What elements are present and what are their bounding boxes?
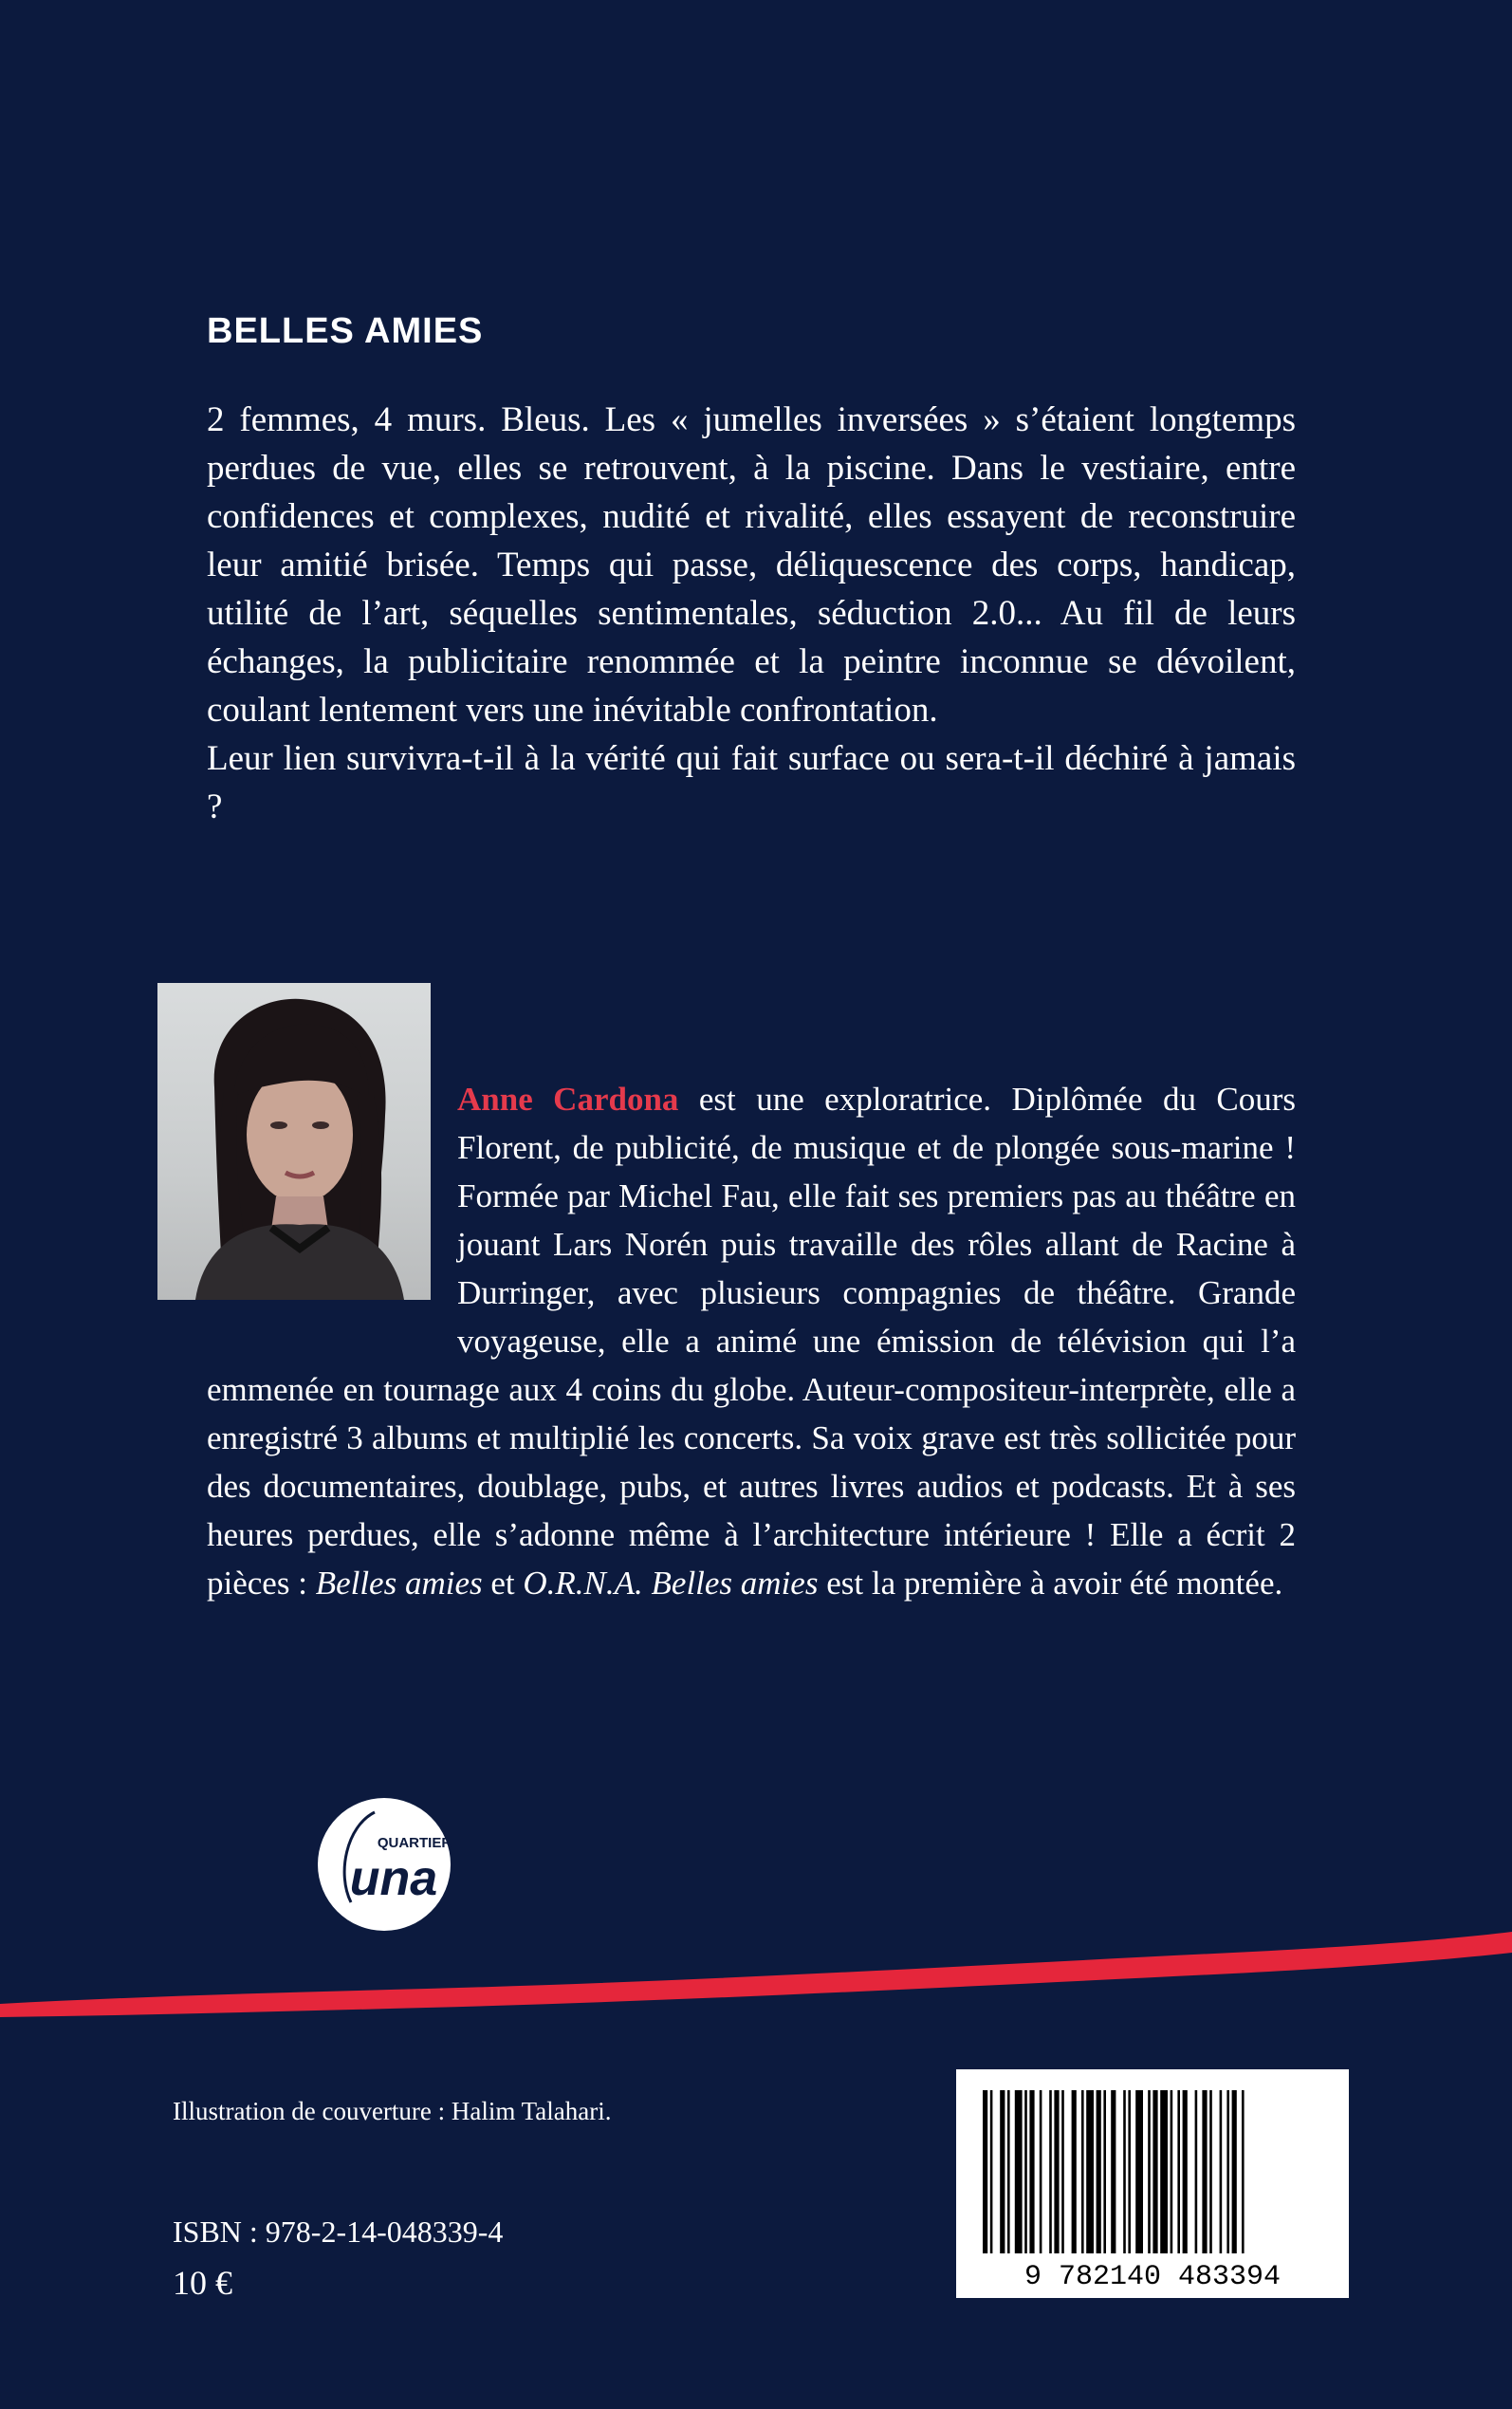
synopsis-paragraph: 2 femmes, 4 murs. Bleus. Les « jumelles inversées » s’étaient longtemps perdues de vue, elles se retrouvent, à la piscine. Dans le vestiaire, entre confidences et complexes, nudité et rivalité, elles essayent de reconstruire leur amitié brisée. Temps qui passe, déliquescence des corps, handicap, utilité de l’art, séquelles sentimentales, séduction 2.0... Au fil de leurs échanges, la publicitaire renommée et la peintre inconnue se dévoilent, coulant lentement vers une inévitable confrontation. bbox=[207, 400, 1296, 730]
barcode-bar bbox=[1049, 2090, 1052, 2253]
barcode-bar bbox=[1054, 2090, 1059, 2253]
book-title: BELLES AMIES bbox=[207, 311, 484, 351]
barcode-bar bbox=[1226, 2090, 1229, 2253]
barcode-bar bbox=[1081, 2090, 1084, 2253]
logo-small-text: QUARTIER bbox=[377, 1835, 452, 1851]
barcode-bar bbox=[1148, 2090, 1151, 2253]
bio-text: et bbox=[482, 1565, 524, 1602]
logo-brand-text: una bbox=[349, 1851, 438, 1906]
barcode-bar bbox=[1040, 2090, 1042, 2253]
barcode-bar bbox=[1242, 2090, 1245, 2253]
barcode-bar bbox=[1232, 2090, 1237, 2253]
barcode-bar bbox=[983, 2090, 987, 2253]
barcode-bars bbox=[983, 2090, 1245, 2253]
author-name: Anne Cardona bbox=[457, 1081, 679, 1118]
author-bio bbox=[207, 1075, 1296, 1607]
barcode-bar bbox=[1202, 2090, 1207, 2253]
barcode-bar bbox=[1183, 2090, 1188, 2253]
work-title: O.R.N.A. bbox=[523, 1565, 643, 1602]
barcode-bar bbox=[1086, 2090, 1094, 2253]
barcode-bar bbox=[1029, 2090, 1034, 2253]
barcode-bar bbox=[1007, 2090, 1010, 2253]
bio-text bbox=[643, 1565, 652, 1602]
isbn: ISBN : 978-2-14-048339-4 bbox=[173, 2214, 504, 2249]
barcode-bar bbox=[1195, 2090, 1198, 2253]
barcode-bar bbox=[1209, 2090, 1212, 2253]
price: 10 € bbox=[173, 2264, 232, 2302]
work-title: Belles amies bbox=[315, 1565, 483, 1602]
barcode-bar bbox=[1061, 2090, 1064, 2253]
barcode-bar bbox=[1015, 2090, 1023, 2253]
synopsis-paragraph: Leur lien survivra-t-il à la vérité qui fait surface ou sera-t-il déchiré à jamais ? bbox=[207, 739, 1296, 826]
barcode-bar bbox=[1103, 2090, 1106, 2253]
barcode-bar bbox=[1072, 2090, 1077, 2253]
barcode-bar bbox=[1097, 2090, 1101, 2253]
barcode-bar bbox=[1000, 2090, 1005, 2253]
barcode-bar bbox=[1111, 2090, 1116, 2253]
barcode bbox=[956, 2069, 1349, 2298]
barcode-bar bbox=[1152, 2090, 1157, 2253]
barcode-bar bbox=[1177, 2090, 1180, 2253]
barcode-bar bbox=[1123, 2090, 1126, 2253]
barcode-bar bbox=[1160, 2090, 1168, 2253]
barcode-bar bbox=[1220, 2090, 1223, 2253]
barcode-bar bbox=[1171, 2090, 1173, 2253]
barcode-bar bbox=[990, 2090, 993, 2253]
bio-text: est la première à avoir été montée. bbox=[818, 1565, 1283, 1602]
barcode-bar bbox=[1128, 2090, 1131, 2253]
barcode-bar bbox=[1024, 2090, 1027, 2253]
synopsis bbox=[207, 396, 1296, 831]
bio-text: est une exploratrice. Diplômée du Cours Florent, de publicité, de musique et de plongée sous-marine ! Formée par Michel Fau, elle fait ses premiers pas au théâtre en jouant Lars Norén puis travaille des rôles allant de Racine à Durringer, avec plusieurs compagnies de théâtre. Grande voyageuse, elle a animé une émission de télévision qui l’a emmenée en tournage aux 4 coins du globe. Auteur-compositeur-interprète, elle a enregistré 3 albums et multiplié les concerts. Sa voix grave est très sollicitée pour des documentaires, doublage, pubs, et autres livres audios et podcasts. Et à ses heures perdues, elle s’adonne même à l’architecture intérieure ! Elle a écrit 2 pièces : bbox=[207, 1081, 1296, 1602]
barcode-bar bbox=[1135, 2090, 1143, 2253]
work-title: Belles amies bbox=[651, 1565, 819, 1602]
decorative-wave bbox=[0, 1898, 1512, 2030]
cover-credit: Illustration de couverture : Halim Talahari. bbox=[173, 2097, 612, 2125]
barcode-digits: 9 782140 483394 bbox=[1023, 2261, 1282, 2293]
